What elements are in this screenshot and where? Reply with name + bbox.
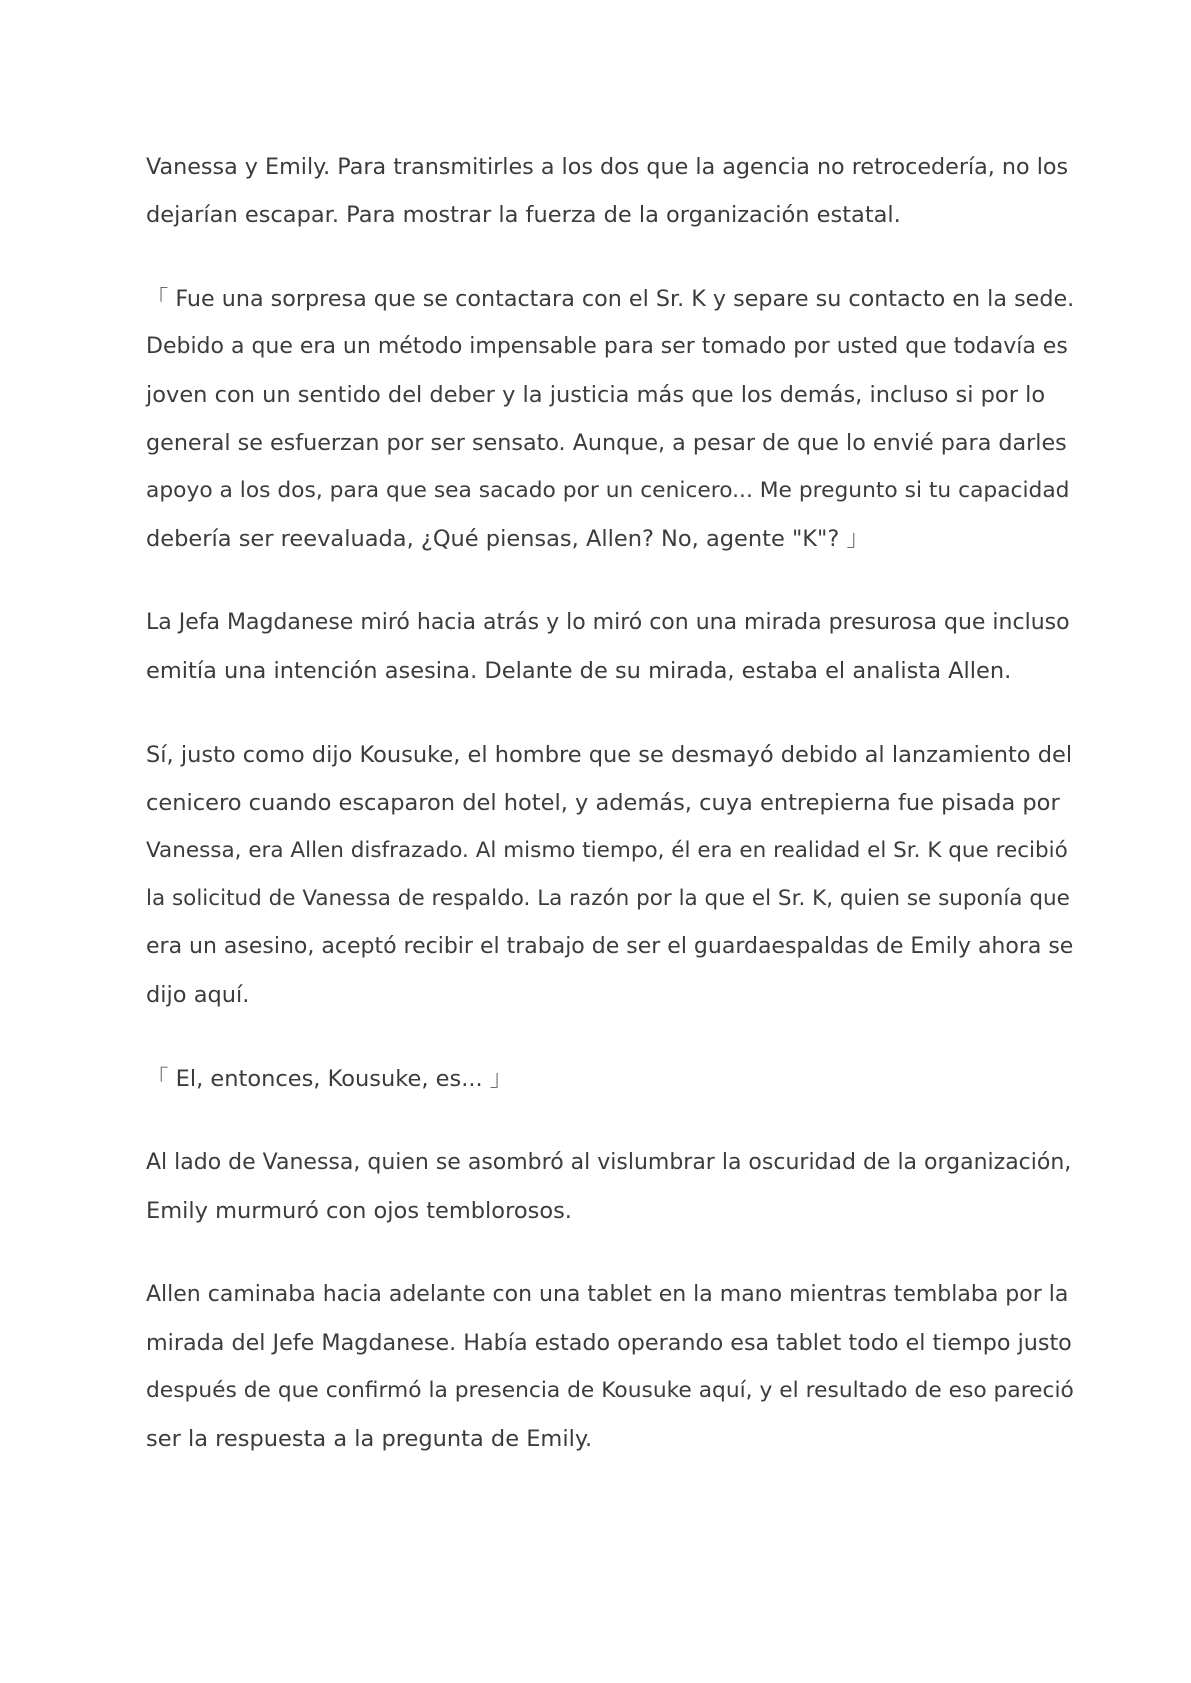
text-line: joven con un sentido del deber y la justicia más que los demás, incluso si por lo bbox=[146, 382, 1046, 408]
text-line: después de que confirmó la presencia de Kousuke aquí, y el resultado de eso pareció bbox=[146, 1378, 1074, 1403]
paragraph bbox=[146, 143, 1076, 239]
text-line: dejarían escapar. Para mostrar la fuerza de la organización estatal. bbox=[146, 202, 901, 228]
text-line: Al lado de Vanessa, quien se asombró al vislumbrar la oscuridad de la organización, bbox=[146, 1150, 1072, 1175]
dialogue-paragraph bbox=[146, 1055, 1076, 1103]
text-line: Vanessa y Emily. Para transmitirles a los dos que la agencia no retrocedería, no los bbox=[146, 154, 1069, 180]
document-body bbox=[146, 143, 1076, 1499]
text-line: Vanessa, era Allen disfrazado. Al mismo tiempo, él era en realidad el Sr. K que recibió bbox=[146, 838, 1068, 863]
paragraph bbox=[146, 731, 1076, 1019]
text-line: cenicero cuando escaparon del hotel, y además, cuya entrepierna fue pisada por bbox=[146, 790, 1060, 816]
text-line: La Jefa Magdanese miró hacia atrás y lo miró con una mirada presurosa que incluso bbox=[146, 610, 1070, 635]
text-line: Emily murmuró con ojos temblorosos. bbox=[146, 1198, 572, 1224]
text-line: dijo aquí. bbox=[146, 982, 250, 1008]
text-line: era un asesino, aceptó recibir el trabajo de ser el guardaespaldas de Emily ahora se bbox=[146, 934, 1074, 959]
text-line: emitía una intención asesina. Delante de su mirada, estaba el analista Allen. bbox=[146, 658, 1012, 684]
text-line: 「 Fue una sorpresa que se contactara con el Sr. K y separe su contacto en la sede. bbox=[146, 286, 1075, 312]
text-line: 「 El, entonces, Kousuke, es... 」 bbox=[146, 1066, 513, 1092]
text-line: debería ser reevaluada, ¿Qué piensas, Allen? No, agente "K"? 」 bbox=[146, 526, 869, 552]
paragraph bbox=[146, 1271, 1076, 1463]
paragraph bbox=[146, 599, 1076, 695]
dialogue-paragraph bbox=[146, 275, 1076, 563]
paragraph bbox=[146, 1139, 1076, 1235]
text-line: Allen caminaba hacia adelante con una tablet en la mano mientras temblaba por la bbox=[146, 1282, 1069, 1307]
text-line: Sí, justo como dijo Kousuke, el hombre que se desmayó debido al lanzamiento del bbox=[146, 742, 1073, 768]
text-line: apoyo a los dos, para que sea sacado por un cenicero... Me pregunto si tu capacidad bbox=[146, 478, 1070, 503]
text-line: Debido a que era un método impensable para ser tomado por usted que todavía es bbox=[146, 334, 1068, 359]
text-line: la solicitud de Vanessa de respaldo. La razón por la que el Sr. K, quien se suponía que bbox=[146, 886, 1070, 911]
text-line: general se esfuerzan por ser sensato. Aunque, a pesar de que lo envié para darles bbox=[146, 430, 1067, 456]
text-line: ser la respuesta a la pregunta de Emily. bbox=[146, 1426, 593, 1452]
text-line: mirada del Jefe Magdanese. Había estado operando esa tablet todo el tiempo justo bbox=[146, 1330, 1072, 1356]
